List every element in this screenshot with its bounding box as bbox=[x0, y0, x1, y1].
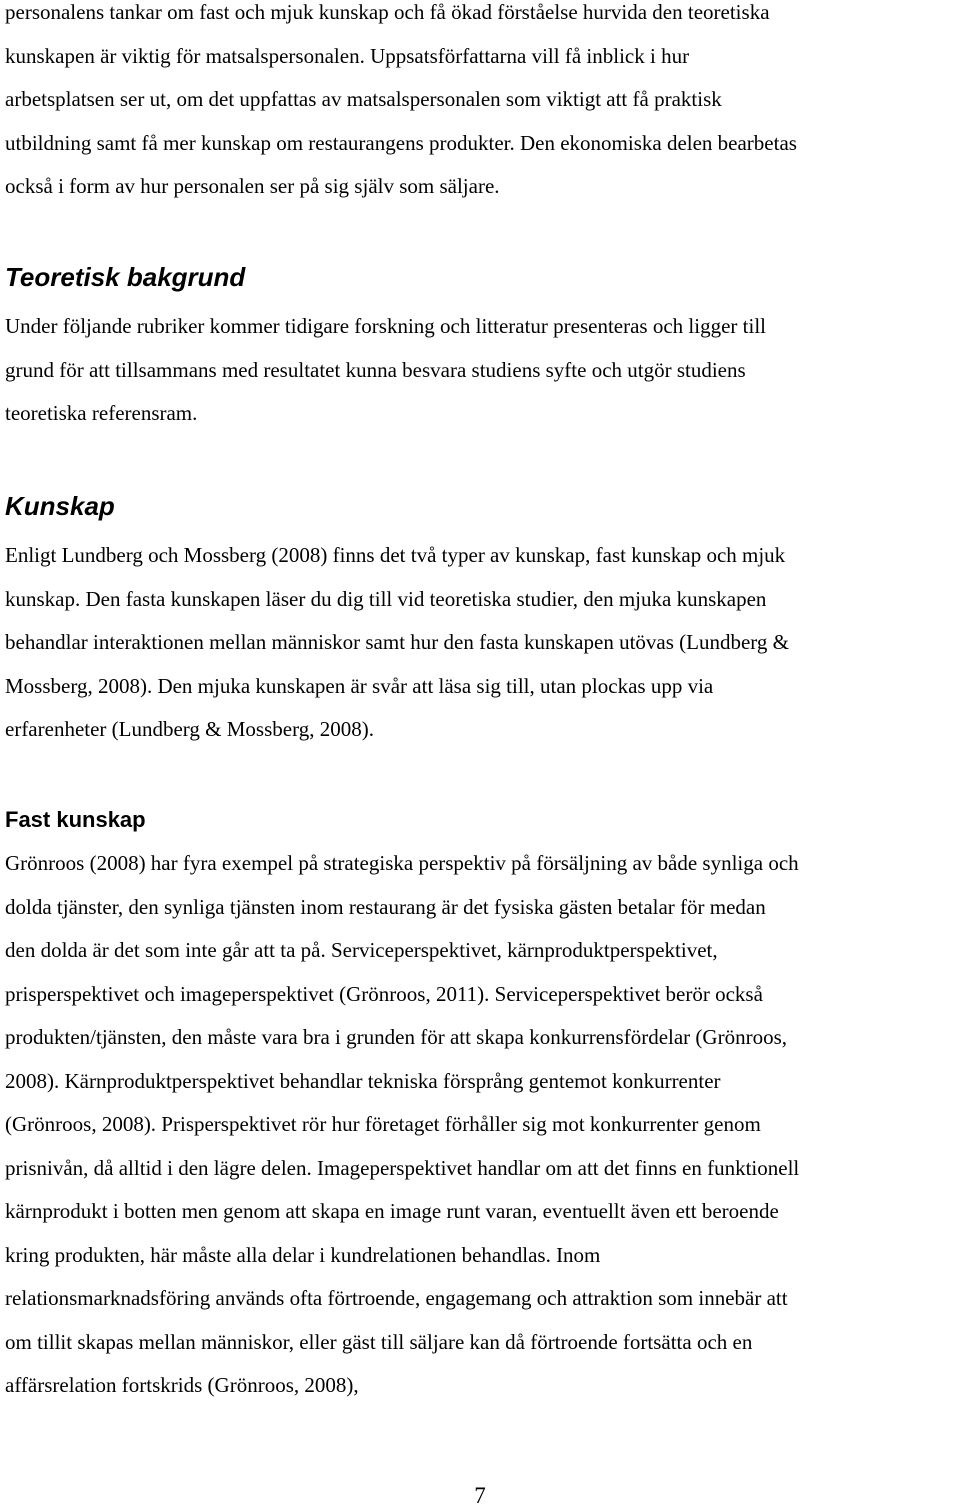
paragraph-line: kring produkten, här måste alla delar i kundrelationen behandlas. Inom bbox=[5, 1242, 601, 1267]
paragraph-line: den dolda är det som inte går att ta på. Serviceperspektivet, kärnproduktperspektivet, bbox=[5, 938, 718, 962]
paragraph-line: kunskapen är viktig för matsalspersonalen. Uppsatsförfattarna vill få inblick i hur bbox=[5, 43, 690, 68]
paragraph-line: dolda tjänster, den synliga tjänsten inom restaurang är det fysiska gästen betalar för medan bbox=[5, 894, 766, 919]
paragraph-line: teoretiska referensram. bbox=[5, 401, 198, 425]
paragraph-line: Mossberg, 2008). Den mjuka kunskapen är svår att läsa sig till, utan plockas upp via bbox=[5, 673, 714, 698]
page-number: 7 bbox=[474, 1483, 486, 1508]
paragraph-line: kärnprodukt i botten men genom att skapa en image runt varan, eventuellt även ett beroende bbox=[5, 1199, 779, 1223]
paragraph-line: också i form av hur personalen ser på sig själv som säljare. bbox=[5, 174, 500, 198]
heading-teoretisk-bakgrund: Teoretisk bakgrund bbox=[5, 262, 246, 292]
paragraph-fast-kunskap bbox=[5, 842, 957, 1408]
paragraph-line: behandlar interaktionen mellan människor samt hur den fasta kunskapen utövas (Lundberg & bbox=[5, 630, 789, 654]
paragraph-teoretisk-bakgrund bbox=[5, 305, 957, 436]
paragraph-line: erfarenheter (Lundberg & Mossberg, 2008). bbox=[5, 717, 374, 741]
paragraph-line: prisperspektivet och imageperspektivet (Grönroos, 2011). Serviceperspektivet berör också bbox=[5, 981, 763, 1006]
paragraph-line: Enligt Lundberg och Mossberg (2008) finns det två typer av kunskap, fast kunskap och mjuk bbox=[5, 543, 786, 567]
paragraph-line: arbetsplatsen ser ut, om det uppfattas av matsalspersonalen som viktigt att få praktisk bbox=[5, 87, 722, 111]
paragraph-line: Under följande rubriker kommer tidigare forskning och litteratur presenteras och ligger till bbox=[5, 314, 766, 338]
paragraph-line: kunskap. Den fasta kunskapen läser du dig till vid teoretiska studier, den mjuka kunskapen bbox=[5, 586, 767, 611]
paragraph-kunskap bbox=[5, 534, 957, 752]
paragraph-line: produkten/tjänsten, den måste vara bra i grunden för att skapa konkurrensfördelar (Grönroos, bbox=[5, 1025, 787, 1049]
heading-fast-kunskap: Fast kunskap bbox=[5, 807, 146, 832]
paragraph-line: affärsrelation fortskrids (Grönroos, 2008), bbox=[5, 1373, 359, 1397]
paragraph-line: grund för att tillsammans med resultatet kunna besvara studiens syfte och utgör studiens bbox=[5, 357, 746, 382]
paragraph-line: relationsmarknadsföring används ofta förtroende, engagemang och attraktion som innebär att bbox=[5, 1286, 788, 1310]
paragraph-line: 2008). Kärnproduktperspektivet behandlar tekniska försprång gentemot konkurrenter bbox=[5, 1068, 721, 1093]
paragraph-line: prisnivån, då alltid i den lägre delen. Imageperspektivet handlar om att det finns en funktionell bbox=[5, 1155, 800, 1180]
paragraph-line: utbildning samt få mer kunskap om restaurangens produkter. Den ekonomiska delen bearbetas bbox=[5, 130, 797, 155]
intro-paragraph bbox=[5, 0, 957, 209]
paragraph-line: om tillit skapas mellan människor, eller gäst till säljare kan då förtroende fortsätta och en bbox=[5, 1329, 753, 1354]
paragraph-line: Grönroos (2008) har fyra exempel på strategiska perspektiv på försäljning av både synliga och bbox=[5, 851, 799, 875]
paragraph-line: personalens tankar om fast och mjuk kunskap och få ökad förståelse hurvida den teoretiska bbox=[5, 0, 770, 24]
paragraph-line: (Grönroos, 2008). Prisperspektivet rör hur företaget förhåller sig mot konkurrenter genom bbox=[5, 1112, 761, 1136]
heading-kunskap: Kunskap bbox=[5, 491, 115, 521]
